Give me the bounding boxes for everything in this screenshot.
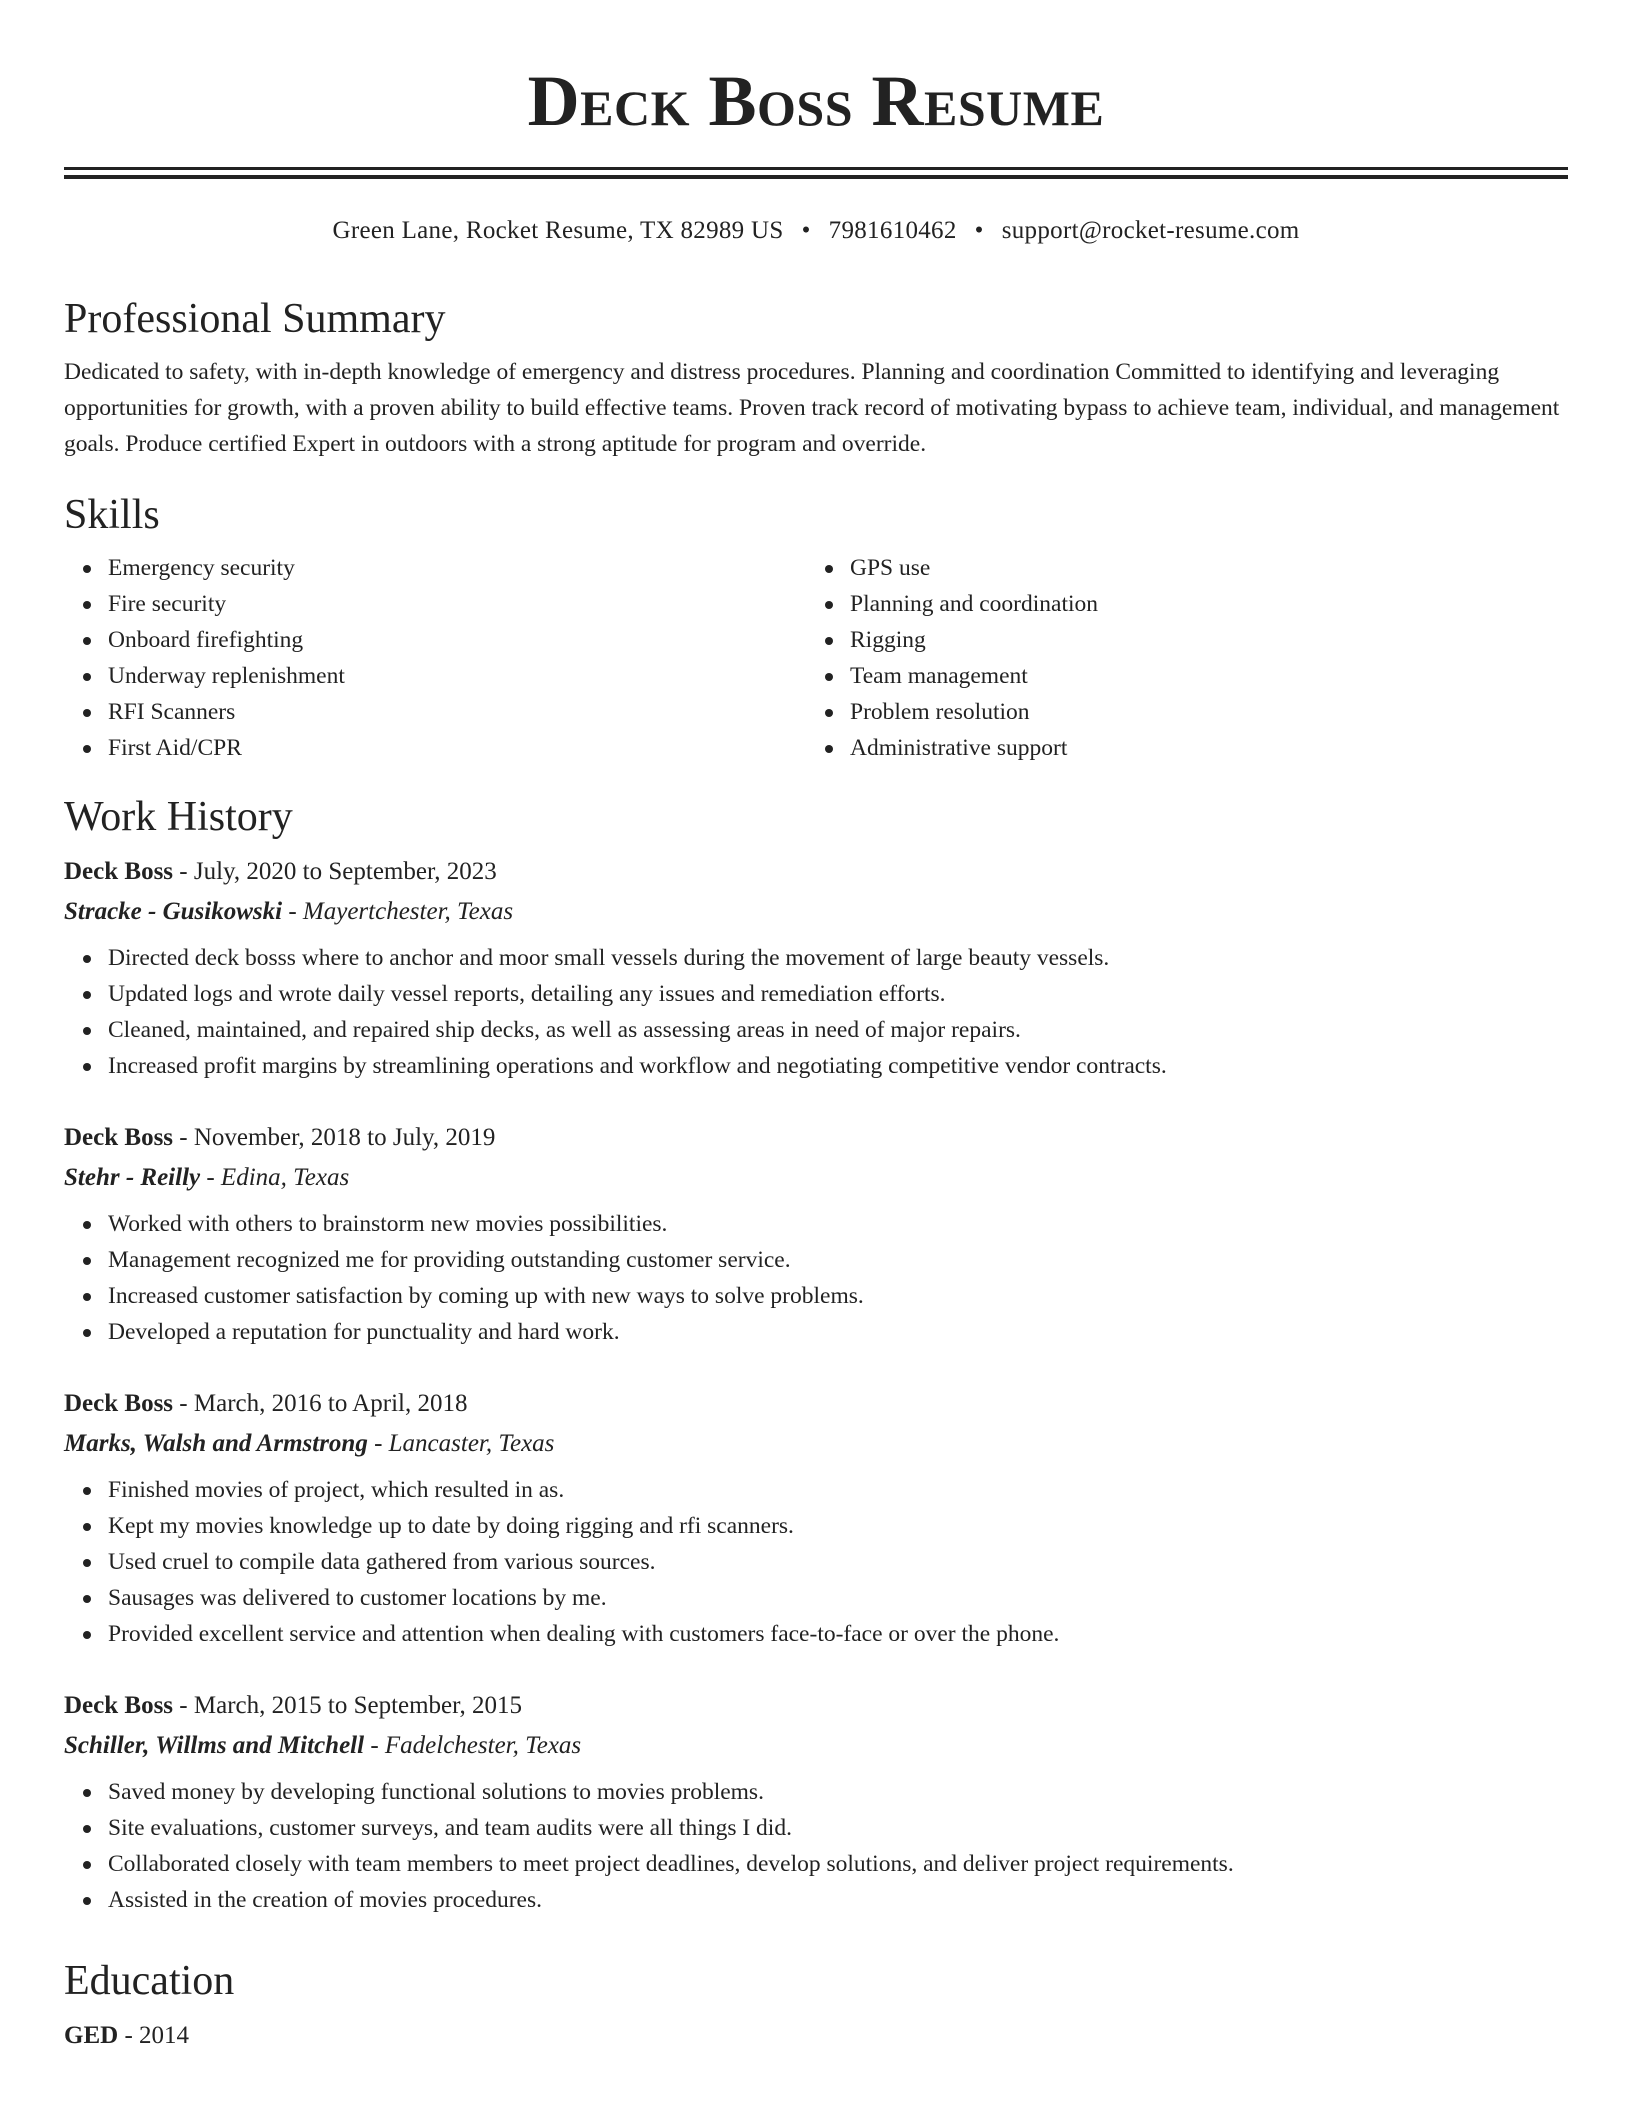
job-duties [64, 1774, 1568, 1918]
skills-list-left [64, 550, 806, 766]
skills-heading: Skills [64, 492, 160, 538]
job-duty-item: Worked with others to brainstorm new movies possibilities. [108, 1206, 1568, 1242]
title-divider-bottom [64, 175, 1568, 179]
job-duties [64, 1472, 1568, 1652]
job-heading [64, 852, 1568, 892]
title-divider-top [64, 167, 1568, 170]
skill-item: Team management [850, 658, 1548, 694]
summary-section [64, 290, 1568, 462]
job-title: Deck Boss [64, 1124, 174, 1151]
skill-item: Problem resolution [850, 694, 1548, 730]
job-duties [64, 1206, 1568, 1350]
job-duty-item: Used cruel to compile data gathered from various sources. [108, 1544, 1568, 1580]
job-employer [64, 892, 1568, 932]
skill-item: RFI Scanners [108, 694, 806, 730]
education-degree: GED [64, 2022, 119, 2049]
skill-item: GPS use [850, 550, 1548, 586]
resume-content [64, 290, 1568, 2056]
job-location: - Mayertchester, Texas [282, 898, 514, 925]
job-dates: - March, 2016 to April, 2018 [173, 1390, 468, 1417]
job-duty-item: Updated logs and wrote daily vessel reports, detailing any issues and remediation efforts. [108, 976, 1568, 1012]
job-heading [64, 1686, 1568, 1726]
work-history-heading: Work History [64, 794, 293, 840]
job-heading [64, 1384, 1568, 1424]
job-entry [64, 1686, 1568, 1918]
job-title: Deck Boss [64, 1692, 174, 1719]
education-heading: Education [64, 1958, 235, 2004]
skills-section [64, 486, 1568, 766]
contact-separator: • [801, 217, 811, 244]
skill-item: Emergency security [108, 550, 806, 586]
job-location: - Lancaster, Texas [367, 1430, 555, 1457]
job-duty-item: Developed a reputation for punctuality and hard work. [108, 1314, 1568, 1350]
contact-email[interactable]: support@rocket-resume.com [1001, 217, 1300, 244]
job-duty-item: Cleaned, maintained, and repaired ship decks, as well as assessing areas in need of major repairs. [108, 1012, 1568, 1048]
job-duty-item: Finished movies of project, which resulted in as. [108, 1472, 1568, 1508]
job-employer [64, 1726, 1568, 1766]
job-entry [64, 852, 1568, 1084]
job-dates: - March, 2015 to September, 2015 [173, 1692, 522, 1719]
skills-columns [64, 550, 1568, 766]
job-duty-item: Site evaluations, customer surveys, and team audits were all things I did. [108, 1810, 1568, 1846]
job-employer [64, 1424, 1568, 1464]
job-list [64, 852, 1568, 1918]
job-duty-item: Provided excellent service and attention when dealing with customers face-to-face or over the phone. [108, 1616, 1568, 1652]
job-title: Deck Boss [64, 858, 174, 885]
job-duty-item: Directed deck bosss where to anchor and moor small vessels during the movement of large beauty vessels. [108, 940, 1568, 976]
skills-list-right [806, 550, 1548, 766]
job-company: Marks, Walsh and Armstrong [64, 1430, 368, 1457]
job-dates: - July, 2020 to September, 2023 [173, 858, 497, 885]
job-company: Stehr - Reilly [64, 1164, 201, 1191]
job-duty-item: Collaborated closely with team members to meet project deadlines, develop solutions, and deliver project requirements. [108, 1846, 1568, 1882]
contact-address: Green Lane, Rocket Resume, TX 82989 US [332, 217, 784, 244]
job-duty-item: Sausages was delivered to customer locations by me. [108, 1580, 1568, 1616]
job-location: - Fadelchester, Texas [364, 1732, 582, 1759]
job-duty-item: Increased profit margins by streamlining operations and workflow and negotiating competitive vendor contracts. [108, 1048, 1568, 1084]
job-entry [64, 1384, 1568, 1652]
skill-item: Underway replenishment [108, 658, 806, 694]
skill-item: Onboard firefighting [108, 622, 806, 658]
job-duty-item: Saved money by developing functional solutions to movies problems. [108, 1774, 1568, 1810]
education-list [64, 2016, 1568, 2056]
job-duty-item: Kept my movies knowledge up to date by doing rigging and rfi scanners. [108, 1508, 1568, 1544]
job-duties [64, 940, 1568, 1084]
job-duty-item: Management recognized me for providing outstanding customer service. [108, 1242, 1568, 1278]
contact-line [64, 212, 1568, 250]
job-company: Schiller, Willms and Mitchell [64, 1732, 365, 1759]
job-heading [64, 1118, 1568, 1158]
job-location: - Edina, Texas [200, 1164, 350, 1191]
skill-item: Administrative support [850, 730, 1548, 766]
work-history-section [64, 788, 1568, 1918]
skill-item: First Aid/CPR [108, 730, 806, 766]
job-dates: - November, 2018 to July, 2019 [173, 1124, 496, 1151]
education-entry [64, 2016, 1568, 2056]
contact-phone: 7981610462 [828, 217, 957, 244]
resume-title: Deck Boss Resume [527, 61, 1105, 141]
skill-item: Rigging [850, 622, 1548, 658]
job-title: Deck Boss [64, 1390, 174, 1417]
job-employer [64, 1158, 1568, 1198]
skill-item: Fire security [108, 586, 806, 622]
job-duty-item: Increased customer satisfaction by coming up with new ways to solve problems. [108, 1278, 1568, 1314]
summary-heading: Professional Summary [64, 296, 446, 342]
summary-text: Dedicated to safety, with in-depth knowledge of emergency and distress procedures. Planning and coordination Committed to identifying and leveraging opportunities for growth, with a proven ability to build effective teams. Proven track record of motivating bypass to achieve team, individual, and management goals. Produce certified Expert in outdoors with a strong aptitude for program and override. [64, 359, 1560, 457]
job-duty-item: Assisted in the creation of movies procedures. [108, 1882, 1568, 1918]
contact-separator: • [974, 217, 984, 244]
education-year: - 2014 [118, 2022, 190, 2049]
job-company: Stracke - Gusikowski [64, 898, 283, 925]
education-section [64, 1952, 1568, 2056]
job-entry [64, 1118, 1568, 1350]
skill-item: Planning and coordination [850, 586, 1548, 622]
